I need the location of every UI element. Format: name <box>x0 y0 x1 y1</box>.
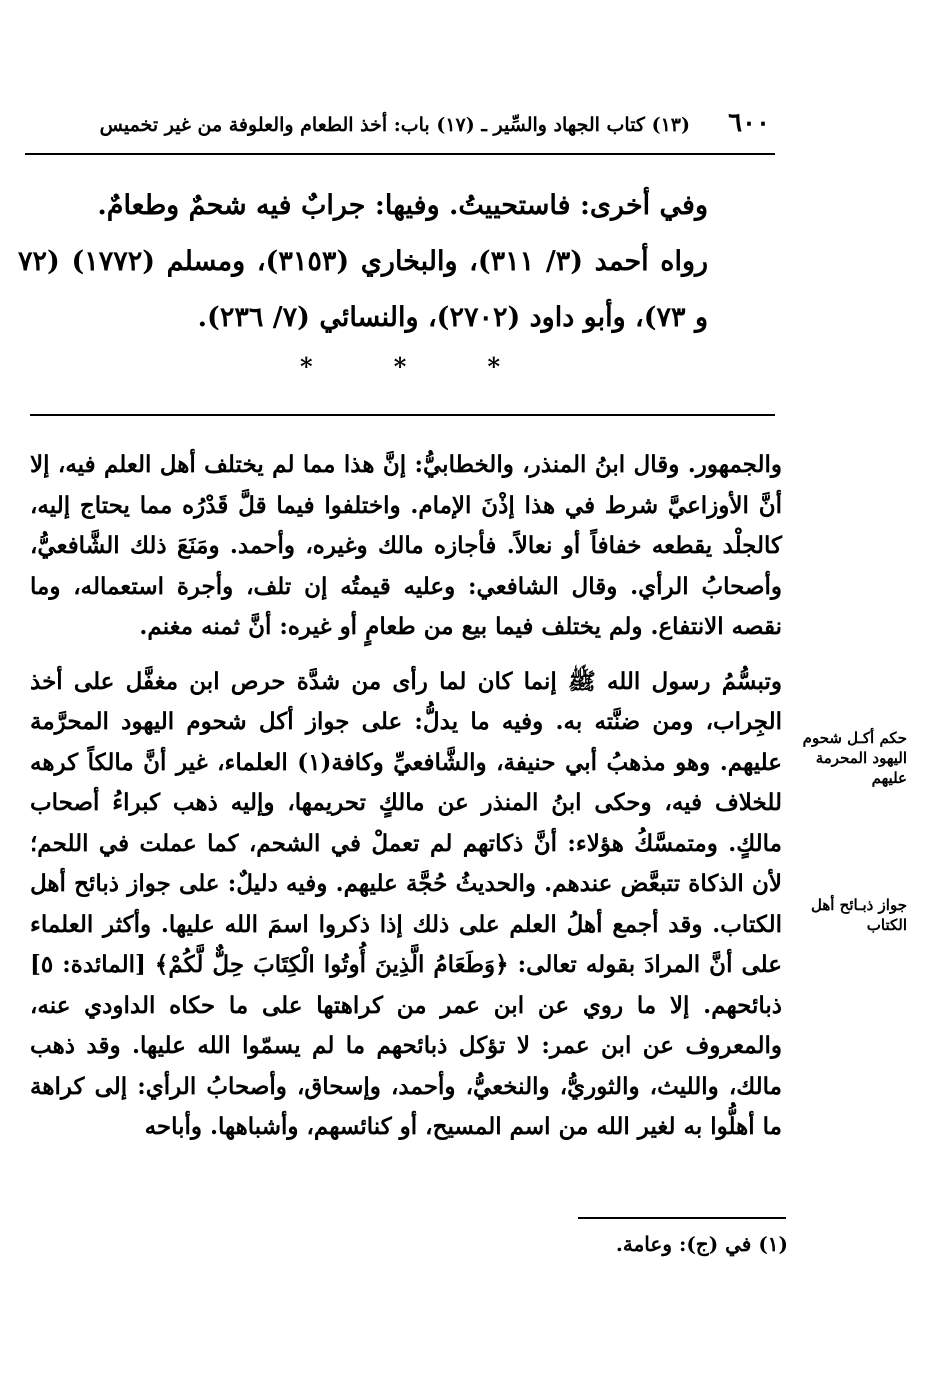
commentary-paragraph: وتبسُّمُ رسول الله ﷺ إنما كان لما رأى من شدَّة حرص ابن مغفَّل على أخذ الجِراب، ومن ضنَّته به. وفيه ما يدلُّ: على جواز أكل شحوم اليهود المحرَّمة عليهم. وهو مذهبُ أبي حنيفة، والشَّافعيِّ وكافة(١) العلماء، غير أنَّ مالكاً كرهه للخلاف فيه، وحكى ابنُ المنذر عن مالكٍ تحريمها، وإليه ذهب كبراءُ أصحاب مالكٍ. ومتمسَّكُ هؤلاء: أنَّ ذكاتهم لم تعملْ في الشحم، كما عملت في اللحم؛ لأن الذكاة تتبعَّض عندهم. والحديثُ حُجَّة عليهم. وفيه دليلٌ: على جواز ذبائح أهل الكتاب. وقد أجمع أهلُ العلم على ذلك إذا ذكروا اسمَ الله عليها. وأكثر العلماء على أنَّ المرادَ بقوله تعالى: ﴿وَطَعَامُ الَّذِينَ أُوتُوا الْكِتَابَ حِلٌّ لَّكُمْ﴾ [المائدة: ٥] ذبائحهم. إلا ما روي عن ابن عمر من كراهتها على ما حكاه الداودي عنه، والمعروف عن ابن عمر: لا تؤكل ذبائحهم ما لم يسمّوا الله عليها. وقد ذهب مالك، والليث، والثوريُّ، والنخعيُّ، وأحمد، وإسحاق، وأصحابُ الرأي: إلى كراهة ما أهلُّوا به لغير الله من اسم المسيح، أو كنائسهم، وأشباهها. وأباحه <box>30 667 782 1140</box>
hadith-text <box>18 178 708 346</box>
margin-note-fat-of-jews: حكم أكـل شحوم اليهود المحرمة عليهم <box>802 729 907 787</box>
margin-note-slaughter-of-people-of-book: جواز ذبـائح أهل الكتاب <box>811 896 907 934</box>
hadith-line: وفي أخرى: فاستحييتُ. وفيها: جرابٌ فيه شحمٌ وطعامٌ. <box>97 190 708 221</box>
separator-star: * <box>300 352 313 381</box>
commentary-paragraph: والجمهور. وقال ابنُ المنذر، والخطابيُّ: إنَّ هذا مما لم يختلف أهل العلم فيه، إلا أنَّ الأوزاعيَّ شرط في هذا إذْنَ الإمام. واختلفوا فيما قلَّ قَدْرُه مما يحتاج إليه، كالجلْد يقطعه خفافاً أو نعالاً. فأجازه مالك وغيره، وأحمد. ومَنَعَ ذلك الشَّافعيُّ، وأصحابُ الرأي. وقال الشافعي: وعليه قيمتُه إن تلف، وأجرة استعماله، وما نقصه الانتفاع. ولم يختلف فيما بيع من طعامٍ أو غيره: أنَّ ثمنه مغنم. <box>30 451 782 640</box>
commentary-divider <box>30 414 775 416</box>
page-number: ٦٠٠ <box>728 108 770 138</box>
header-rule <box>25 153 775 155</box>
commentary-text <box>30 445 782 1148</box>
separator-star: * <box>393 352 407 381</box>
takhrij-text: رواه أحمد (٣/ ٣١١)، والبخاري (٣١٥٣)، ومسلم (١٧٧٢) (٧٢ و ٧٣)، وأبو داود (٢٧٠٢)، والنسائي (٧/ ٢٣٦). <box>18 246 709 333</box>
footnote-rule <box>578 1217 786 1219</box>
separator-star: * <box>487 352 500 381</box>
page-header <box>30 108 770 148</box>
section-separator <box>300 352 500 381</box>
running-title: (١٣) كتاب الجهاد والسِّير ـ (١٧) باب: أخذ الطعام والعلوفة من غير تخميس <box>99 114 690 136</box>
footnote: (١) في (ج): وعامة. <box>615 1232 788 1256</box>
